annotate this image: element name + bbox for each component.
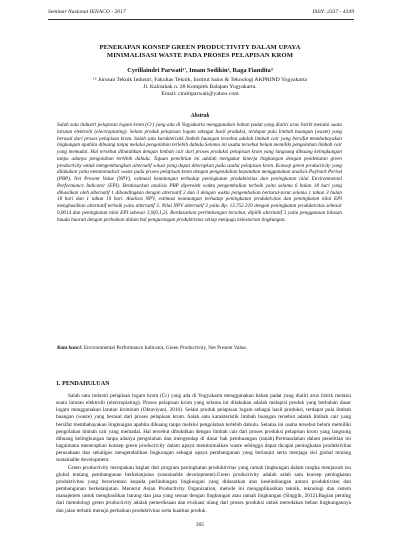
page-number: 305 xyxy=(195,522,205,528)
running-header xyxy=(48,9,354,19)
keywords xyxy=(57,345,342,352)
intro-paragraph-2: Green productivity merupakan bagian dari program peningkatan produktivitas yang ramah lingkungan dalam rangka menjawab isu global tentang pembangunan berkelanjutan (sustainable development).Green productivity adalah salah satu konsep peningkatan produktivitas yang berorientasi kepada perlindungan lingkungan yang didasarkan atas keseimbangan antara produktivitas dan pembangunan berkelanjutan. Menurut Asian Productivity Organization, metode ini mengaplikasikan teknik, teknologi dan sistem manajemen untuk menghasilkan barang dan jasa yang sesuai dengan lingkungan atau ramah lingkungan (Singgih, 2012).Bagian penting dari metodologi green productivity adalah pemeriksaan dan evaluasi ulang dari proses produksi untuk meredakan beban lingkungannya dan jalan terbaik menuju perbaikan produktivitas serta kualitas produk. xyxy=(56,464,351,514)
affiliation-email: Email: cindriparwati@yahoo.com xyxy=(161,91,239,98)
abstract-heading: Abstrak xyxy=(190,113,210,119)
title-line-1: PENERAPAN KONSEP GREEN PRODUCTIVITY DALAM UPAYA xyxy=(99,44,301,51)
intro-paragraph-1: Salah satu industri pelapisan logam krom (Cr) yang ada di Yogyakarta menggunakan bahan padat yang dialiri arus listrik melalui suatu larutan elektrolit (electroplating). Proses pelapisan krom yang selama ini dilakukan adalah melapisi produk yang berbahan dasar logam menggunakan larutan kromium (Oktaviyani, 2010). Selain produk pelapisan logam sebagai hasil produksi, terdapat pula limbah buangan (waste) yang berasal dari proses pelapisan krom. Salah satu karakteristik limbah buangan tersebut adalah limbah cair yang bersifat membahayakan lingkungan apabila dibuang tanpa melalui pengolahan terlebih dahulu. Selama ini usaha tersebut belum memiliki pengolahan limbah cair yang memadai. Hal tersebut dibuktikan dengan limbah cair dari proses produksi pelapisan krom yang langsung dibuang kelingkungan tanpa adanya pengolahan dan mengendap di dasar bak pembuangan (tanah).Permasalahan dalam penelitian ini bagaimana menerapkan konsep green productivity dalam upaya meminimalkan waste sehingga dapat dicapai peningkatan produktivitas perusahaan dan sekaligus mengendalikan lingkungan sebagai upaya pembangunan yang berlanjut serta menjaga sisi global tentang sustainable development. xyxy=(56,393,351,464)
keywords-label: Kata kunci: xyxy=(57,345,83,351)
section-heading: 1. PENDAHULUAN xyxy=(56,381,110,387)
header-conference: Seminar Nasional IENACO - 2017 xyxy=(48,9,126,15)
abstract-body: Salah satu industri pelapisan logam krom (Cr) yang ada di Yogyakarta menggunakan bahan padat yang dialiri arus listrik melalui suatu larutan elektrolit (electroplating). Selain produk pelapisan logam sebagai hasil produksi, terdapat pula limbah buangan (waste) yang berasal dari proses pelapisan krom. Salah satu karakteristik limbah buangan tersebut adalah limbah cair yang bersifat membahayakan lingkungan apabila dibuang tanpa melalui pengolahan terlebih dahulu.Selama ini usaha tersebut belum memiliki pengolahan limbah cair yang memadai. Hal tersebut dibutuhkan dengan limbah cair dari proses produksi pelapisan krom yang langsung dibuang kelingkungan tanpa adanya pengolahan terlebih dahulu. Tujuan penelitian ini adalah mengukur kinerja lingkungan dengan pendekatan green productivity untuk mengembangkan alternatif solusi yang dapat diterapkan pada usaha pelapisan krom. Konsep green productivity yang dilakukan yaitu meminimalisir waste pada proses pelapisan krom dengan pengendalian kepatuhan menggunakan analisis Payback Period (PBP), Net Present Value (NPV), estimasi keuntungan terhadap peningkatan produktivitas dan peningkatan nilai Environmental Performance Indicator (EPI). Berdasarkan analisis PBP diperoleh waktu pengembalian terbaik yaitu selama 6 bulan 18 hari yang dihasilkan oleh alternatif 1 dibandingkan dengan alternatif 2 dan 3 dengan waktu pengembalian berturut-turut selama 1 tahun 3 bulan 18 hari dan 1 tahun 19 hari. Analisis NPV, estimasi keuntungan terhadap peningkatan produktivitas dan peningkatan nilai EPI menghasilkan alternatif terbaik yaitu alternatif 3. Nilai NPV alternatif 3 yaitu Rp. 13.752.319 dengan peningkatan produktivitas sebesar 0,0014 dan peningkatan nilai EPI sebesar 3,9(0,1,2). Berdasarkan pertimbangan tersebut, dipilih alternatif 3 yaitu penggunaan bilasan bauda bauran dengan perbaikan dalam hal pengurangan produktivitas setiap menjaga kelestarian lingkungan. xyxy=(57,122,342,223)
affiliation xyxy=(60,77,340,98)
header-issn: ISSN: 2337 - 4349 xyxy=(312,9,354,15)
affiliation-line-2: Jl. Kalisahak n. 28 Komplek Balapan Yogyakarta. xyxy=(143,84,257,91)
title-line-2: MINIMALISASI WASTE PADA PROSES PELAPISAN KROM xyxy=(106,52,294,60)
author-list: Cyrillaindri Parwati¹', Imam Sodikin², Raga Fiandita³ xyxy=(127,67,273,74)
header-divider xyxy=(48,19,354,20)
paper-title xyxy=(60,44,340,61)
keywords-text: Environmental Performance Indicator, Green Productivity, Net Present Value. xyxy=(82,345,248,351)
affiliation-line-1: ¹² Jurusan Teknik Industri, Fakultas Teknik, Institut Sains & Teknologi AKPRIND Yogyakarta xyxy=(93,77,307,83)
introduction-body xyxy=(56,393,351,515)
